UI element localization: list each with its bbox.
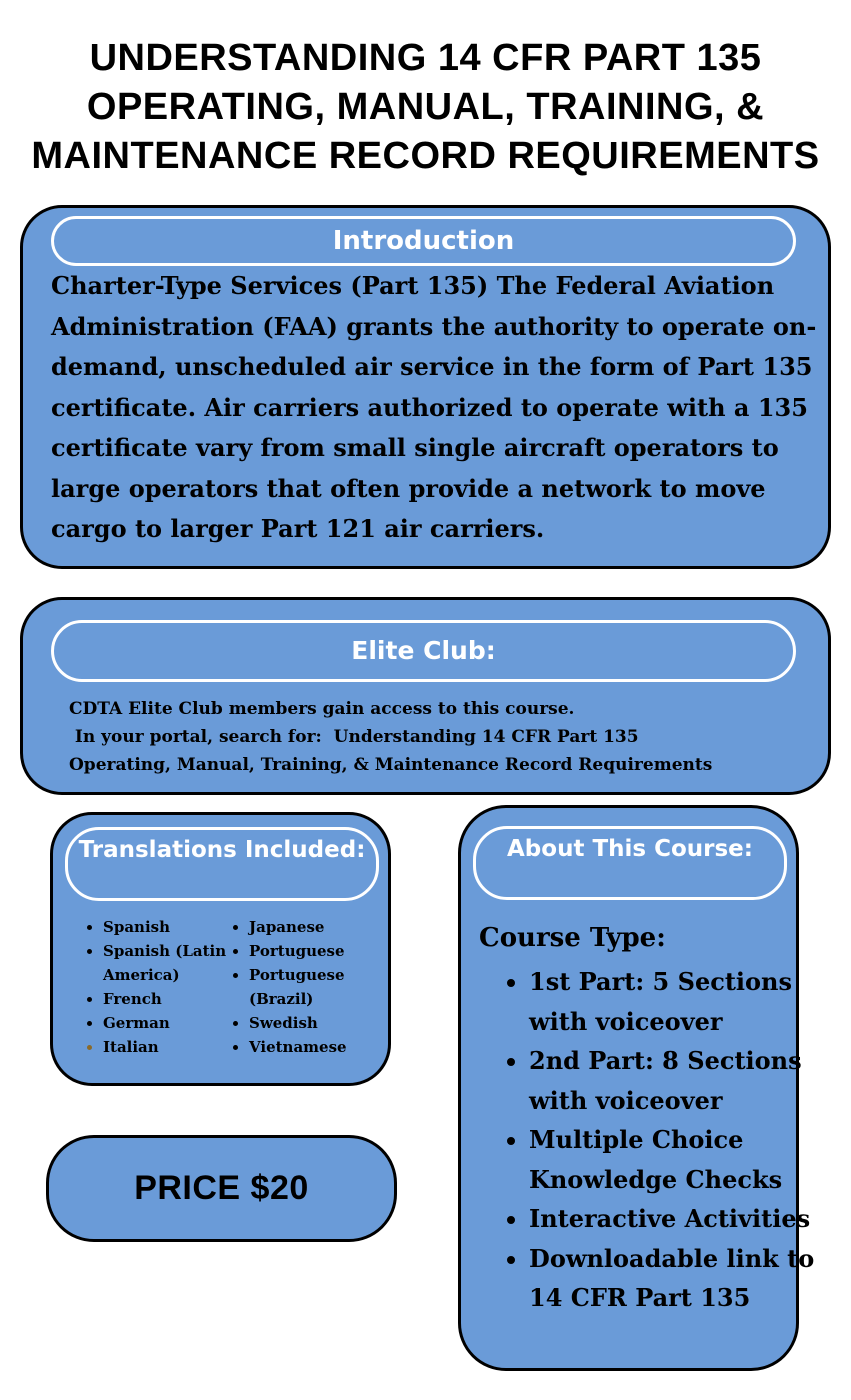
list-item: • Interactive Activities	[529, 1199, 829, 1239]
title-line: MAINTENANCE RECORD REQUIREMENTS	[31, 135, 820, 177]
translations-heading: Translations Included:	[65, 827, 379, 901]
elite-club-heading: Elite Club:	[51, 620, 796, 682]
title-line: UNDERSTANDING 14 CFR PART 135	[89, 37, 762, 79]
about-course-heading: About This Course:	[473, 826, 787, 900]
page-title	[0, 34, 851, 181]
list-item: • Multiple Choice Knowledge Checks	[529, 1120, 829, 1199]
list-item: • Vietnamese	[249, 1035, 389, 1059]
list-item: • Downloadable link to 14 CFR Part 135	[529, 1239, 829, 1318]
language-list-left	[81, 915, 233, 1059]
course-features-list	[483, 962, 829, 1318]
elite-club-panel	[20, 597, 831, 795]
introduction-body: Charter-Type Services (Part 135) The Federal Aviation Administration (FAA) grants the authority to operate on-demand, unscheduled air service in the form of Part 135 certificate. Air carriers authorized to operate with a 135 certificate vary from small single aircraft operators to large operators that often provide a network to move cargo to larger Part 121 air carriers.	[51, 271, 817, 543]
list-item: • Japanese	[249, 915, 389, 939]
list-item: • Spanish (Latin America)	[103, 939, 233, 987]
elite-club-line: Operating, Manual, Training, & Maintenance Record Requirements	[69, 755, 713, 775]
title-line: OPERATING, MANUAL, TRAINING, &	[86, 86, 765, 128]
course-type-heading: Course Type:	[479, 923, 666, 953]
list-item: • Spanish	[103, 915, 233, 939]
list-item: • Portuguese (Brazil)	[249, 963, 389, 1011]
list-item: • Italian	[103, 1035, 233, 1059]
list-item: • French	[103, 987, 233, 1011]
list-item: • Swedish	[249, 1011, 389, 1035]
language-list-right	[227, 915, 389, 1059]
list-item: • German	[103, 1011, 233, 1035]
about-course-panel	[458, 805, 815, 1371]
price-panel	[46, 1135, 397, 1242]
price-label: PRICE $20	[134, 1169, 309, 1207]
elite-club-text	[69, 695, 809, 779]
list-item: • Portuguese	[249, 939, 389, 963]
introduction-panel	[20, 205, 831, 569]
introduction-heading: Introduction	[51, 216, 796, 266]
elite-club-line: CDTA Elite Club members gain access to this course.	[69, 699, 575, 719]
elite-club-line: In your portal, search for: Understanding 14 CFR Part 135	[69, 727, 639, 747]
list-item: • 2nd Part: 8 Sections with voiceover	[529, 1041, 829, 1120]
translations-panel	[50, 812, 391, 1086]
list-item: • 1st Part: 5 Sections with voiceover	[529, 962, 829, 1041]
